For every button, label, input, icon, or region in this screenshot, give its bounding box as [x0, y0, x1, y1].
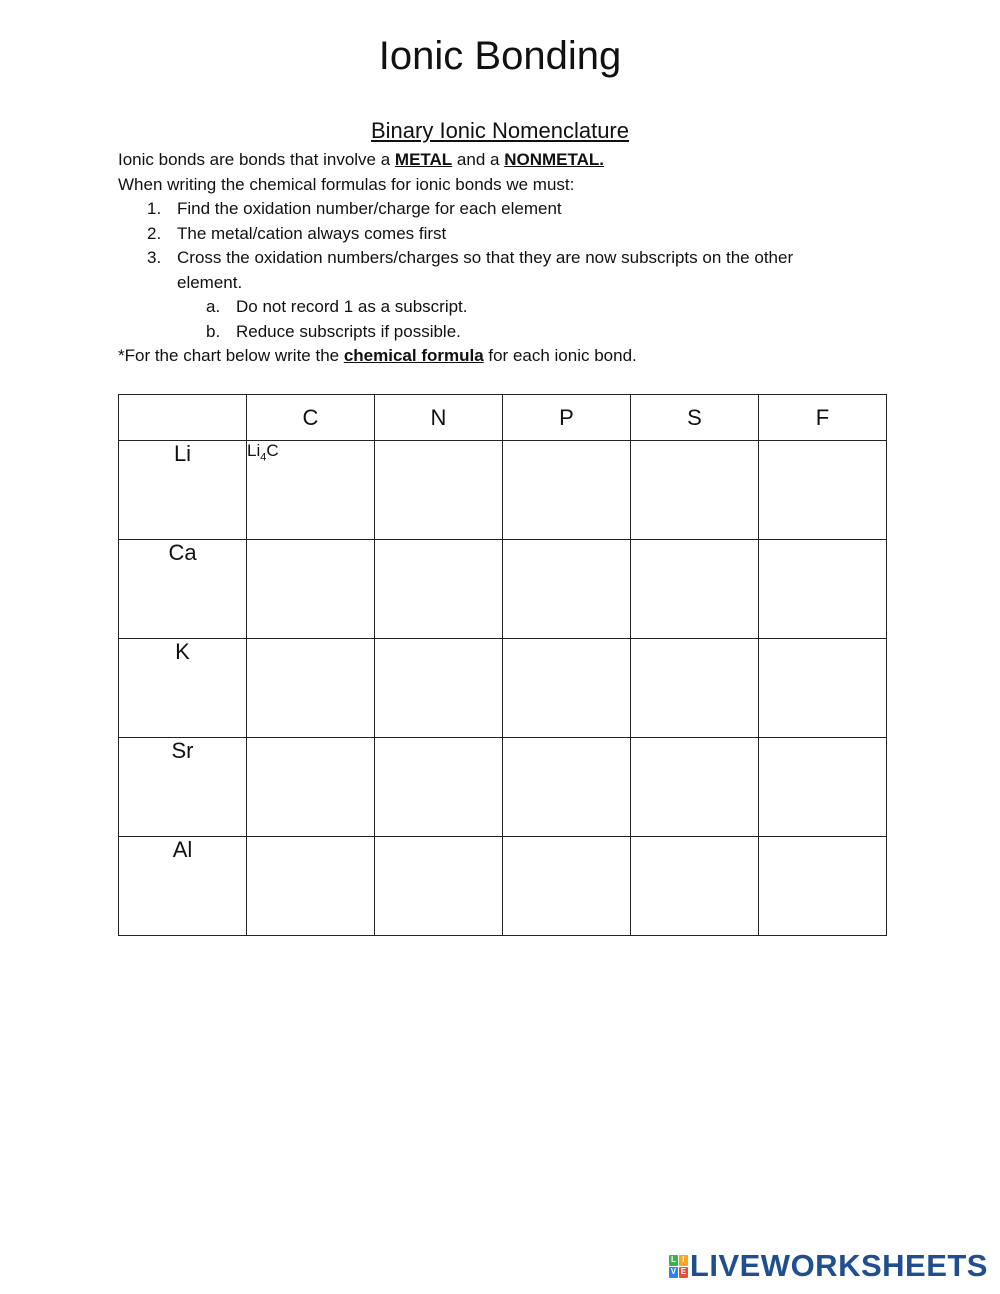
- answer-cell[interactable]: [247, 441, 375, 540]
- liveworksheets-logo[interactable]: [669, 1248, 988, 1284]
- step-item: 1. Find the oxidation number/charge for each element: [147, 199, 562, 218]
- answer-cell[interactable]: [631, 738, 759, 837]
- answer-cell[interactable]: [375, 540, 503, 639]
- column-header: F: [759, 395, 887, 441]
- substep-item: a. Do not record 1 as a subscript.: [206, 297, 468, 316]
- answer-cell[interactable]: [759, 639, 887, 738]
- logo-mark-icon: [669, 1255, 688, 1278]
- row-header: Ca: [119, 540, 247, 639]
- page-title: Ionic Bonding: [378, 34, 622, 78]
- column-header: S: [631, 395, 759, 441]
- answer-cell[interactable]: [375, 738, 503, 837]
- answer-cell[interactable]: [375, 837, 503, 936]
- answer-cell[interactable]: [247, 540, 375, 639]
- table-row: [119, 738, 887, 837]
- logo-mark-v: V: [670, 1267, 677, 1276]
- answer-cell[interactable]: [631, 441, 759, 540]
- chemical-formula-keyword: chemical formula: [343, 346, 484, 365]
- intro-line-2: When writing the chemical formulas for ionic bonds we must:: [118, 174, 575, 194]
- row-header: Al: [119, 837, 247, 936]
- steps-list: [118, 197, 848, 344]
- section-heading: Binary Ionic Nomenclature: [370, 118, 629, 143]
- answer-cell[interactable]: [631, 540, 759, 639]
- answer-cell[interactable]: [375, 639, 503, 738]
- table-row: [119, 540, 887, 639]
- answer-cell[interactable]: [503, 837, 631, 936]
- row-header: Li: [119, 441, 247, 540]
- answer-cell[interactable]: [503, 639, 631, 738]
- instructions-block: [118, 148, 848, 369]
- table-row: [119, 441, 887, 540]
- row-header: Sr: [119, 738, 247, 837]
- answer-cell[interactable]: [503, 738, 631, 837]
- answer-cell[interactable]: [375, 441, 503, 540]
- step-item: 3. Cross the oxidation numbers/charges so that they are now subscripts on the other element. a. Do not record 1 as a subscript. b. Reduce subscripts if possible.: [177, 246, 848, 344]
- answer-cell[interactable]: [247, 738, 375, 837]
- step-item: 2. The metal/cation always comes first: [147, 223, 447, 243]
- substep-item: b. Reduce subscripts if possible.: [206, 321, 461, 341]
- column-header: C: [247, 395, 375, 441]
- formula-table: [118, 394, 887, 936]
- logo-mark-l: L: [669, 1255, 678, 1266]
- answer-cell[interactable]: [759, 738, 887, 837]
- answer-cell[interactable]: [631, 639, 759, 738]
- logo-mark-e: E: [680, 1267, 687, 1276]
- table-row: [119, 837, 887, 936]
- example-formula: $Li_4C$: [247, 441, 279, 464]
- column-header: P: [503, 395, 631, 441]
- answer-cell[interactable]: [503, 540, 631, 639]
- logo-mark-i: I: [679, 1255, 688, 1266]
- chart-instruction: *For the chart below write the chemical formula for each ionic bond.: [118, 346, 637, 365]
- answer-cell[interactable]: [247, 837, 375, 936]
- row-header: K: [119, 639, 247, 738]
- answer-cell[interactable]: [631, 837, 759, 936]
- table-row: [119, 639, 887, 738]
- substeps-list: [177, 295, 848, 344]
- intro-line-1: Ionic bonds are bonds that involve a METAL and a NONMETAL.: [118, 150, 604, 169]
- answer-cell[interactable]: [759, 540, 887, 639]
- header-row: [119, 395, 887, 441]
- answer-cell[interactable]: [503, 441, 631, 540]
- corner-cell: [119, 395, 247, 441]
- logo-text: LIVEWORKSHEETS: [689, 1248, 988, 1283]
- nonmetal-keyword: NONMETAL.: [504, 150, 604, 169]
- answer-cell[interactable]: [759, 837, 887, 936]
- metal-keyword: METAL: [394, 150, 453, 169]
- column-header: N: [375, 395, 503, 441]
- answer-cell[interactable]: [759, 441, 887, 540]
- answer-cell[interactable]: [247, 639, 375, 738]
